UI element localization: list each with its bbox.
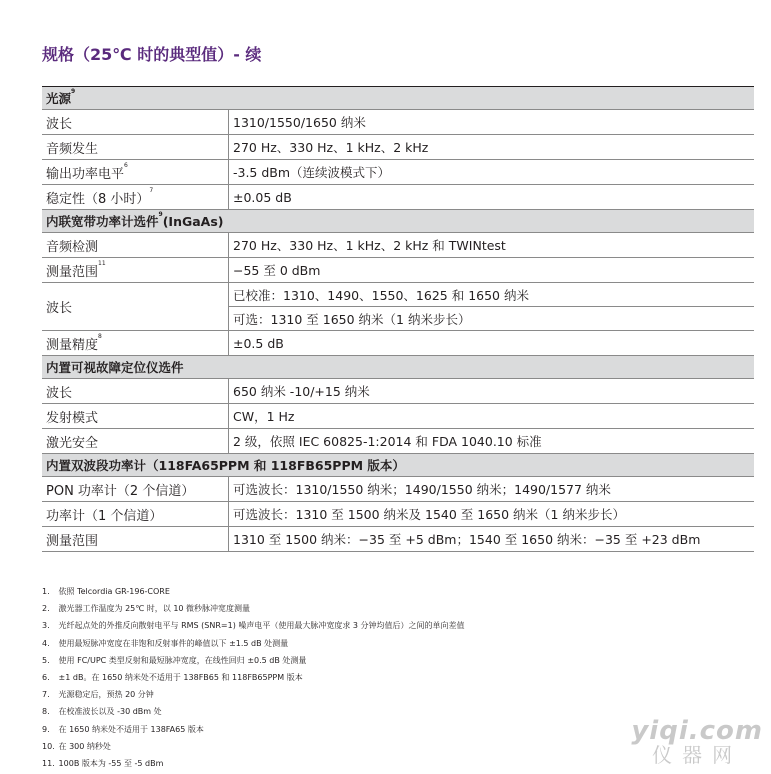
footnote-item <box>42 755 465 772</box>
footnote-item <box>42 669 465 686</box>
row-label: 输出功率电平 <box>46 166 125 182</box>
footnote-text: 依照 Telcordia GR-196-CORE <box>58 587 170 596</box>
footnote-item <box>42 652 465 669</box>
footnote-ref: 9 <box>158 211 163 218</box>
row-label: 激光安全 <box>46 435 99 451</box>
row-label: 音频检测 <box>46 239 99 255</box>
footnote-number: 9. <box>42 724 50 734</box>
row-label: 波长 <box>46 116 73 132</box>
footnote-item <box>42 617 465 634</box>
row-value: CW，1 Hz <box>229 404 755 429</box>
footnote-number: 8. <box>42 707 50 717</box>
footnote-text: 使用 FC/UPC 类型反射和最短脉冲宽度，在线性回归 ±0.5 dB 处测量 <box>58 655 307 665</box>
table-row <box>42 135 754 160</box>
footnote-text: 100B 版本为 -55 至 -5 dBm <box>58 758 164 768</box>
row-value: 650 纳米 -10/+15 纳米 <box>229 379 755 404</box>
table-row <box>42 258 754 283</box>
row-label: 测量范围 <box>46 264 99 280</box>
footnote-text: 光源稳定后，预热 20 分钟 <box>58 690 154 700</box>
footnote-item <box>42 703 465 720</box>
row-value: 1310 至 1500 纳米：−35 至 +5 dBm；1540 至 1650 纳米：−35 至 +23 dBm <box>229 527 755 552</box>
footnote-number: 2. <box>42 604 50 614</box>
row-value: 已校准：1310、1490、1550、1625 和 1650 纳米 <box>229 283 755 307</box>
row-value: ±0.5 dB <box>229 331 755 356</box>
section-title: 光源 <box>46 91 72 106</box>
row-label: PON 功率计（2 个信道） <box>46 483 195 499</box>
footnote-ref: 11 <box>98 259 106 267</box>
table-row <box>42 379 754 404</box>
footnote-number: 10. <box>42 741 55 751</box>
footnote-text: 激光器工作温度为 25℃ 时，以 10 微秒脉冲宽度测量 <box>58 604 251 614</box>
page-title: 规格（25℃ 时的典型值）- 续 <box>42 45 262 64</box>
row-label: 波长 <box>46 385 73 401</box>
section-header-light-source <box>42 87 754 110</box>
footnote-item <box>42 721 465 738</box>
table-row <box>42 477 754 502</box>
footnote-text: 在 300 纳秒处 <box>58 741 111 751</box>
row-value: 可选波长：1310 至 1500 纳米及 1540 至 1650 纳米（1 纳米步长） <box>229 502 755 527</box>
footnote-number: 1. <box>42 587 50 596</box>
table-row <box>42 233 754 258</box>
row-label: 波长 <box>46 301 73 316</box>
watermark-subtext: 仪器网 <box>652 743 743 767</box>
footnote-item <box>42 600 465 617</box>
footnote-number: 3. <box>42 621 50 631</box>
footnote-ref: 8 <box>98 332 102 340</box>
footnote-text: 在校准波长以及 -30 dBm 处 <box>58 707 162 717</box>
table-row <box>42 185 754 210</box>
footnote-text: ±1 dB。在 1650 纳米处不适用于 138FB65 和 118FB65PPM 版本 <box>58 672 303 682</box>
footnotes-list <box>42 583 465 772</box>
row-label: 发射模式 <box>46 410 99 426</box>
row-value: 2 级，依照 IEC 60825-1:2014 和 FDA 1040.10 标准 <box>229 429 755 454</box>
section-header-dual-band-power-meter <box>42 454 754 477</box>
footnote-ref: 9 <box>71 88 76 95</box>
footnote-text: 光纤起点处的外推反向散射电平与 RMS (SNR=1) 噪声电平（使用最大脉冲宽度求 3 分钟均值后）之间的单向差值 <box>58 621 465 631</box>
section-title-suffix: (InGaAs) <box>162 214 224 229</box>
row-value: 可选：1310 至 1650 纳米（1 纳米步长） <box>229 307 755 331</box>
section-header-vfl-option <box>42 356 754 379</box>
row-label: 测量精度 <box>46 337 99 353</box>
footnote-number: 7. <box>42 690 50 700</box>
footnote-text: 在 1650 纳米处不适用于 138FA65 版本 <box>58 724 204 734</box>
row-label: 功率计（1 个信道） <box>46 508 163 524</box>
section-title: 内置可视故障定位仪选件 <box>46 360 184 375</box>
watermark-text: yiqi.com <box>631 716 763 746</box>
table-row <box>42 331 754 356</box>
row-value: 可选波长：1310/1550 纳米；1490/1550 纳米；1490/1577 纳米 <box>229 477 755 502</box>
row-value: 1310/1550/1650 纳米 <box>229 110 755 135</box>
row-label: 稳定性（8 小时） <box>46 191 150 207</box>
table-row <box>42 110 754 135</box>
table-row <box>42 429 754 454</box>
spec-table <box>42 86 754 552</box>
footnote-item <box>42 738 465 755</box>
footnote-item <box>42 635 465 652</box>
table-row <box>42 404 754 429</box>
row-label: 音频发生 <box>46 141 99 157</box>
table-row <box>42 283 754 307</box>
footnote-ref: 6 <box>124 161 128 169</box>
row-label: 测量范围 <box>46 533 99 549</box>
footnote-number: 5. <box>42 655 50 665</box>
row-value: 270 Hz、330 Hz、1 kHz、2 kHz 和 TWINtest <box>229 233 755 258</box>
row-value: 270 Hz、330 Hz、1 kHz、2 kHz <box>229 135 755 160</box>
table-row <box>42 160 754 185</box>
footnote-text: 使用最短脉冲宽度在非饱和反射事件的峰值以下 ±1.5 dB 处测量 <box>58 638 289 648</box>
footnote-item <box>42 583 465 600</box>
footnote-number: 6. <box>42 672 50 682</box>
footnote-item <box>42 686 465 703</box>
row-value: -3.5 dBm（连续波模式下） <box>229 160 755 185</box>
footnote-number: 4. <box>42 638 50 648</box>
footnote-ref: 7 <box>149 186 154 194</box>
section-title: 内置双波段功率计（118FA65PPM 和 118FB65PPM 版本） <box>46 458 405 473</box>
section-header-power-meter-option <box>42 210 754 233</box>
footnote-number: 11. <box>42 758 55 768</box>
table-row <box>42 527 754 552</box>
watermark <box>631 718 763 766</box>
table-row <box>42 502 754 527</box>
section-title: 内联宽带功率计选件 <box>46 214 159 229</box>
row-value: ±0.05 dB <box>229 185 755 210</box>
row-value: −55 至 0 dBm <box>229 258 755 283</box>
